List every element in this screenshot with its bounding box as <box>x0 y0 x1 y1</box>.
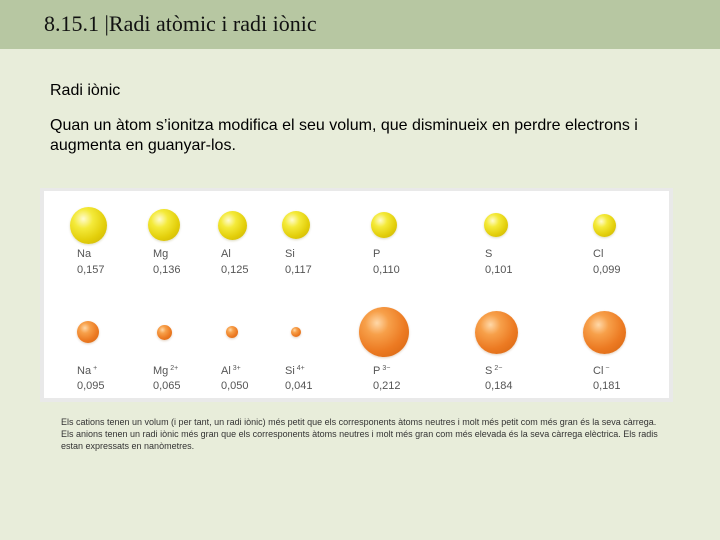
ion-na-sphere <box>77 321 99 343</box>
atom-p-radius: 0,110 <box>373 264 400 276</box>
atom-na-sphere <box>70 207 107 244</box>
atom-s-symbol <box>485 248 492 260</box>
slide-header <box>0 0 720 49</box>
atom-si-sphere <box>282 211 310 239</box>
ion-na-symbol <box>77 365 97 377</box>
ion-s-symbol <box>485 365 502 377</box>
ion-mg-symbol <box>153 365 178 377</box>
element-symbol: P <box>373 365 381 377</box>
ionic-radius-figure <box>40 188 673 402</box>
ion-si-radius: 0,041 <box>285 380 313 392</box>
atom-s-sphere <box>484 213 508 237</box>
ion-charge: 2− <box>494 365 503 372</box>
ion-charge: 4+ <box>296 365 305 372</box>
ion-cl-radius: 0,181 <box>593 380 621 392</box>
ion-charge: − <box>605 365 610 372</box>
ion-p-symbol <box>373 365 390 377</box>
ion-mg-sphere <box>157 325 172 340</box>
element-symbol: Na <box>77 248 92 260</box>
element-symbol: S <box>485 248 493 260</box>
ion-cl-sphere <box>583 311 626 354</box>
figure-panel <box>44 191 669 398</box>
ion-charge: 3+ <box>232 365 241 372</box>
element-symbol: Al <box>221 248 231 260</box>
element-symbol: Na <box>77 365 92 377</box>
atom-si-symbol <box>285 248 295 260</box>
ion-s-radius: 0,184 <box>485 380 513 392</box>
atom-p-symbol <box>373 248 380 260</box>
ion-p-sphere <box>359 307 409 357</box>
element-symbol: Al <box>221 365 231 377</box>
element-symbol: Si <box>285 365 295 377</box>
atom-na-symbol <box>77 248 91 260</box>
atom-cl-symbol <box>593 248 603 260</box>
atom-mg-sphere <box>148 209 180 241</box>
atom-cl-radius: 0,099 <box>593 264 621 276</box>
atom-mg-radius: 0,136 <box>153 264 181 276</box>
ion-al-symbol <box>221 365 241 377</box>
atom-al-sphere <box>218 211 247 240</box>
element-symbol: P <box>373 248 381 260</box>
ion-charge: 2+ <box>170 365 179 372</box>
figure-caption: Els cations tenen un volum (i per tant, un radi iònic) més petit que els corresponents àtoms neutres i molt més petit com més gran és la seva càrrega. Els anions tenen un radi iònic més gran que els corresponents àtoms neutres i molt més gran com més elevada és la seva càrrega elèctrica. Els radis estan expressats en nanòmetres. <box>61 417 658 451</box>
atom-al-symbol <box>221 248 231 260</box>
page-title: 8.15.1 |Radi atòmic i radi iònic <box>44 11 317 36</box>
atom-na-radius: 0,157 <box>77 264 105 276</box>
ion-na-radius: 0,095 <box>77 380 105 392</box>
ion-mg-radius: 0,065 <box>153 380 181 392</box>
ion-cl-symbol <box>593 365 609 377</box>
element-symbol: Mg <box>153 248 169 260</box>
element-symbol: Cl <box>593 365 604 377</box>
ion-si-sphere <box>291 327 301 337</box>
atom-cl-sphere <box>593 214 616 237</box>
ion-charge: 3− <box>382 365 391 372</box>
atom-al-radius: 0,125 <box>221 264 249 276</box>
atom-si-radius: 0,117 <box>285 264 312 276</box>
element-symbol: Si <box>285 248 295 260</box>
ion-charge: + <box>93 365 98 372</box>
ion-al-radius: 0,050 <box>221 380 249 392</box>
ion-si-symbol <box>285 365 305 377</box>
intro-text: Quan un àtom s’ionitza modifica el seu volum, que disminueix en perdre electrons i augmenta en guanyar-los. <box>50 117 638 154</box>
atom-mg-symbol <box>153 248 168 260</box>
atom-s-radius: 0,101 <box>485 264 513 276</box>
element-symbol: Mg <box>153 365 169 377</box>
ion-s-sphere <box>475 311 518 354</box>
atom-p-sphere <box>371 212 397 238</box>
element-symbol: S <box>485 365 493 377</box>
section-heading: Radi iònic <box>50 82 121 99</box>
ion-al-sphere <box>226 326 238 338</box>
element-symbol: Cl <box>593 248 604 260</box>
ion-p-radius: 0,212 <box>373 380 401 392</box>
